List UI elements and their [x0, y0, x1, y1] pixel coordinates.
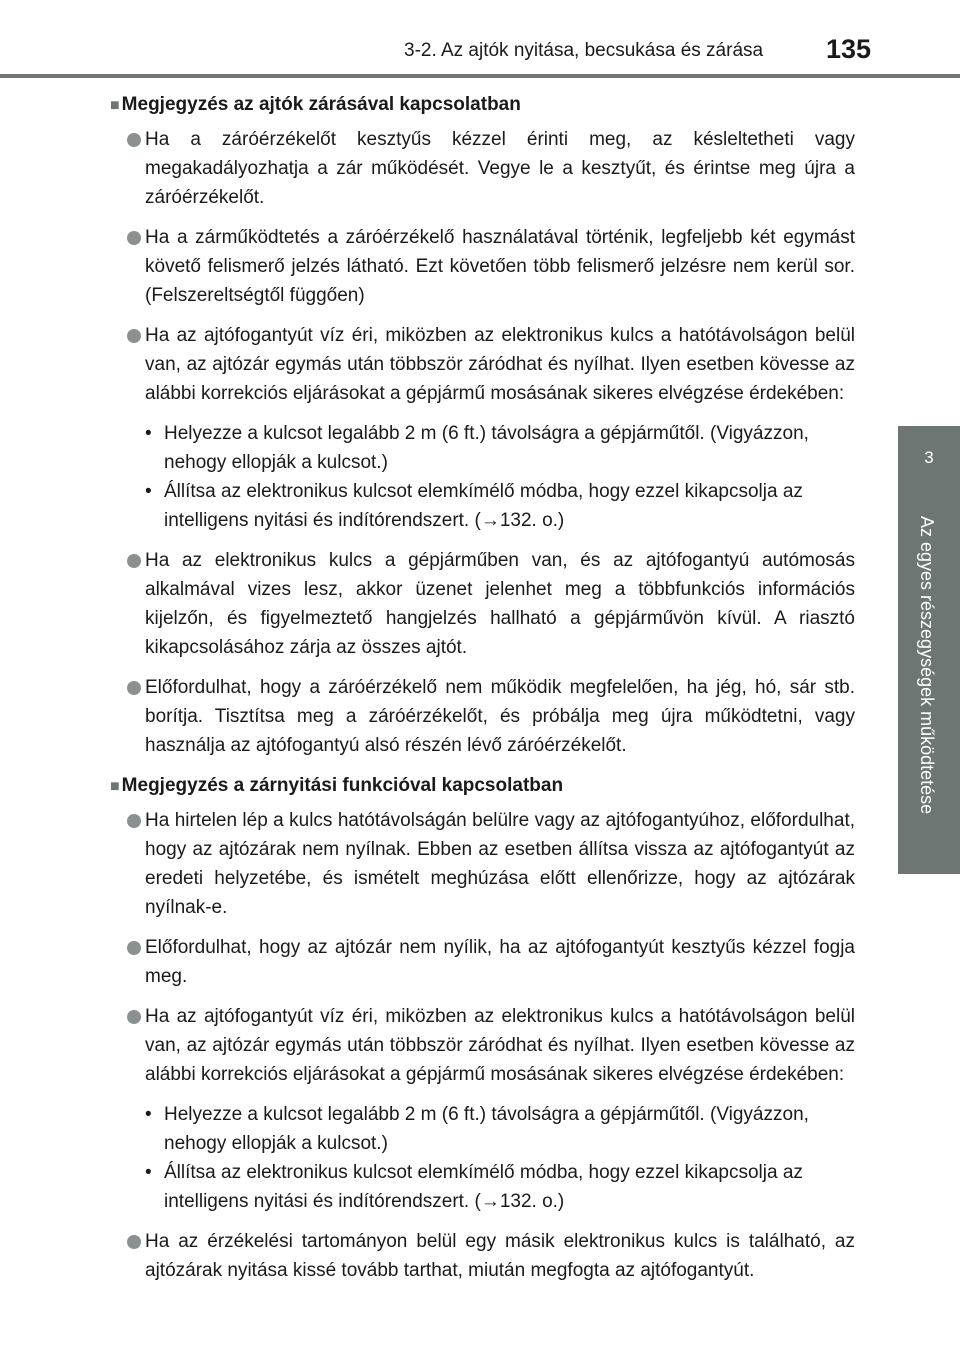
sub-item-text: Helyezze a kulcsot legalább 2 m (6 ft.) távolságra a gépjárműtől. (Vigyázzon, nehogy ellopják a kulcsot.): [164, 423, 809, 473]
list-item: [110, 546, 855, 662]
item-text: Ha a záróérzékelőt kesztyűs kézzel érinti meg, az késleltetheti vagy megakadályozhatja a zár működését. Vegye le a kesztyűt, és érintse meg újra a záróérzékelőt.: [145, 129, 855, 208]
sub-item-text: Állítsa az elektronikus kulcsot elemkímélő módba, hogy ezzel kikapcsolja az intelligens nyitási és indítórendszert. (→132. o.): [164, 1162, 803, 1212]
dot-bullet-icon: •: [145, 481, 152, 502]
sub-list-item: [110, 477, 855, 535]
sub-list: [110, 419, 855, 535]
header-title: 3-2. Az ajtók nyitása, becsukása és zárása: [404, 40, 764, 61]
list-item: [110, 1002, 855, 1089]
square-bullet-icon: ■: [110, 97, 120, 114]
list-item: [110, 806, 855, 922]
chapter-number: 3: [924, 448, 934, 467]
circle-bullet-icon: [127, 554, 141, 568]
circle-bullet-icon: [127, 1235, 141, 1249]
section-heading-text: Megjegyzés az ajtók zárásával kapcsolatban: [121, 94, 521, 115]
item-text: Ha a zárműködtetés a záróérzékelő használatával történik, legfeljebb két egymást követő felismerő jelzés látható. Ezt követően több felismerő jelzésre nem kerül sor. (Felszereltségtől függően): [145, 227, 855, 306]
item-text: Ha az ajtófogantyút víz éri, miközben az elektronikus kulcs a hatótávolságon belül van, az ajtózár egymás után többször záródhat és nyílhat. Ilyen esetben kövesse az alábbi korrekciós eljárásokat a gépjármű mosásának sikeres elvégzése érdekében:: [145, 325, 855, 404]
section-heading: [110, 771, 855, 801]
section-heading: [110, 90, 855, 120]
list-item: [110, 223, 855, 310]
list-item: [110, 1227, 855, 1285]
circle-bullet-icon: [127, 231, 141, 245]
circle-bullet-icon: [127, 133, 141, 147]
item-text: Előfordulhat, hogy a záróérzékelő nem működik megfelelően, ha jég, hó, sár stb. borítja. Tisztítsa meg a záróérzékelőt, és próbálja meg újra működtetni, vagy használja az ajtófogantyú alsó részén lévő záróérzékelőt.: [145, 677, 855, 756]
item-text: Előfordulhat, hogy az ajtózár nem nyílik, ha az ajtófogantyút kesztyűs kézzel fogja meg.: [145, 937, 855, 987]
item-text: Ha az érzékelési tartományon belül egy másik elektronikus kulcs is található, az ajtózárak nyitása kissé tovább tarthat, miután megfogta az ajtófogantyút.: [145, 1231, 855, 1281]
item-text: Ha az ajtófogantyút víz éri, miközben az elektronikus kulcs a hatótávolságon belül van, az ajtózár egymás után többször záródhat és nyílhat. Ilyen esetben kövesse az alábbi korrekciós eljárásokat a gépjármű mosásának sikeres elvégzése érdekében:: [145, 1006, 855, 1085]
dot-bullet-icon: •: [145, 1104, 152, 1125]
sub-list-item: [110, 1158, 855, 1216]
list-item: [110, 673, 855, 760]
page-content: [110, 90, 855, 1296]
sub-list: [110, 1100, 855, 1216]
list-item: [110, 125, 855, 212]
page-number: 135: [826, 34, 872, 64]
sub-item-text: Helyezze a kulcsot legalább 2 m (6 ft.) távolságra a gépjárműtől. (Vigyázzon, nehogy ellopják a kulcsot.): [164, 1104, 809, 1154]
dot-bullet-icon: •: [145, 1162, 152, 1183]
circle-bullet-icon: [127, 941, 141, 955]
dot-bullet-icon: •: [145, 423, 152, 444]
sub-item-text: Állítsa az elektronikus kulcsot elemkímélő módba, hogy ezzel kikapcsolja az intelligens nyitási és indítórendszert. (→132. o.): [164, 481, 803, 531]
chapter-label: Az egyes részegységek működtetése: [917, 516, 937, 815]
item-text: Ha az elektronikus kulcs a gépjárműben van, és az ajtófogantyú autómosás alkalmával vizes lesz, akkor üzenet jelenhet meg a többfunkciós információs kijelzőn, és figyelmeztető hangjelzés hallható a gépjárművön kívül. A riasztó kikapcsolásához zárja az összes ajtót.: [145, 550, 855, 658]
circle-bullet-icon: [127, 329, 141, 343]
section-heading-text: Megjegyzés a zárnyitási funkcióval kapcsolatban: [121, 775, 564, 796]
circle-bullet-icon: [127, 814, 141, 828]
chapter-side-tab: [898, 426, 960, 874]
square-bullet-icon: ■: [110, 778, 120, 795]
header-divider: [0, 74, 960, 78]
list-item: [110, 321, 855, 408]
list-item: [110, 933, 855, 991]
sub-list-item: [110, 419, 855, 477]
item-text: Ha hirtelen lép a kulcs hatótávolságán belülre vagy az ajtófogantyúhoz, előfordulhat, hogy az ajtózárak nem nyílnak. Ebben az esetben állítsa vissza az ajtófogantyút az eredeti helyzetébe, és ismételt meghúzása előtt ellenőrizze, hogy az ajtózárak nyílnak-e.: [145, 810, 855, 918]
sub-list-item: [110, 1100, 855, 1158]
circle-bullet-icon: [127, 1010, 141, 1024]
circle-bullet-icon: [127, 681, 141, 695]
